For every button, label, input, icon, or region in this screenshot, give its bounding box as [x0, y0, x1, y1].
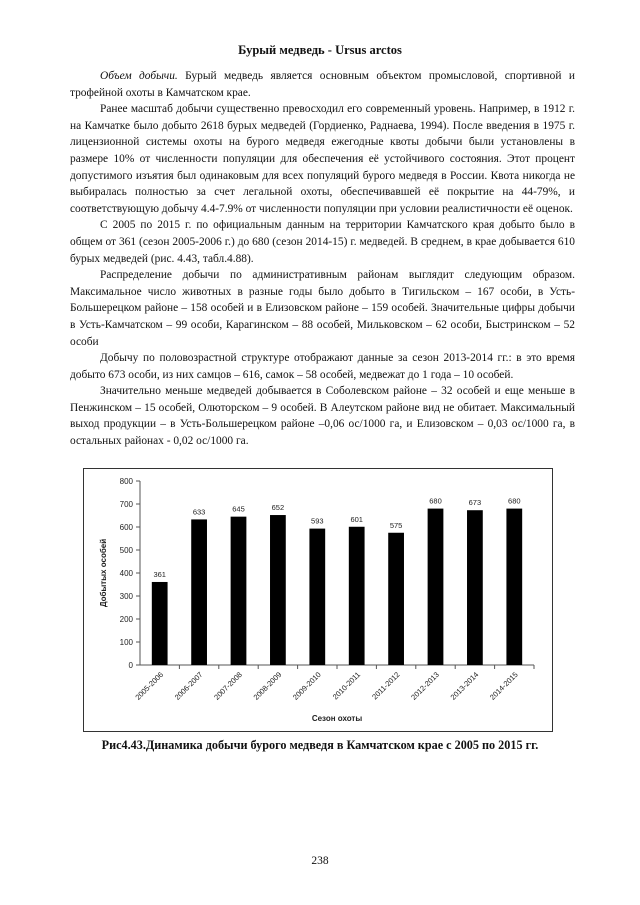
bar: [309, 529, 325, 665]
y-axis-label: Добытых особей: [99, 538, 108, 608]
bar: [191, 519, 207, 665]
paragraph-1: [70, 68, 575, 101]
bar: [270, 515, 286, 665]
paragraph-1-text: Бурый медведь является основным объектом промысловой, спортивной и трофейной охоты в Камчатском крае.: [70, 70, 575, 99]
data-label: 680: [508, 496, 521, 506]
x-tick-label: 2006-2007: [172, 670, 205, 702]
y-tick-label: 200: [119, 615, 133, 624]
y-tick-label: 400: [119, 569, 133, 578]
page-number: 238: [311, 855, 329, 867]
bar: [349, 527, 365, 665]
x-tick-label: 2008-2009: [251, 670, 284, 702]
bar: [152, 582, 168, 665]
x-axis-label: Сезон охоты: [311, 714, 363, 723]
data-label: 633: [192, 507, 206, 517]
x-tick-label: 2012-2013: [409, 670, 441, 702]
bar: [231, 517, 247, 665]
y-tick-label: 600: [119, 523, 133, 532]
figure-caption: Рис4.43.Динамика добычи бурого медведя в Камчатском крае с 2005 по 2015 гг.: [101, 738, 539, 752]
data-label: 601: [350, 514, 363, 524]
data-label: 361: [153, 569, 166, 579]
data-label: 652: [271, 503, 285, 513]
bar: [428, 509, 444, 665]
x-tick-label: 2009-2010: [290, 670, 323, 702]
data-label: 645: [232, 504, 245, 514]
body-text: [70, 68, 575, 450]
paragraph-6: Значительно меньше медведей добывается в Соболевском районе – 32 особей и еще меньше в Пенжинском – 15 особей, Олюторском – 9 особей. В Алеутском районе вид не обитает. Максимальный выход продукции – в Усть-Большерецком районе –0,06 ос/1000 га, и Елизовском – 0,03 ос/1000 га, в остальных районах - 0,02 ос/1000 га.: [70, 385, 575, 448]
paragraph-1-lead: Объем добычи.: [100, 70, 178, 82]
y-tick-label: 100: [119, 638, 133, 647]
data-label: 593: [311, 516, 324, 526]
y-tick-label: 700: [119, 500, 133, 509]
bar-chart: [84, 469, 552, 731]
paragraph-2: Ранее масштаб добычи существенно превосходил его современный уровень. Например, в 1912 г. на Камчатке было добыто 2618 бурых медведей (Гордиенко, Раднаева, 1994). После введения в 1975 г. лицензионной системы охоты на бурого медведя ежегодные квоты добычи были установлены в размере 10% от численности популяции для обеспечения её устойчивого состояния. Этот процент допустимого изъятия был одинаковым для всех популяций бурого медведя в России. Квота никогда не выбиралась полностью за счет легальной охоты, обеспечивавшей её покрытие на 44-79%, и соответствующую добычу 4.4-7.9% от численности популяции при условии реалистичности её оценок.: [70, 103, 575, 215]
chart-frame: [83, 468, 553, 732]
x-tick-label: 2010-2011: [330, 670, 363, 702]
x-tick-label: 2005-2006: [133, 670, 166, 702]
x-tick-label: 2007-2008: [212, 670, 244, 702]
x-tick-label: 2014-2015: [487, 670, 520, 702]
y-tick-label: 0: [128, 661, 133, 670]
paragraph-3: С 2005 по 2015 г. по официальным данным на территории Камчатского края добыто было в общем от 361 (сезон 2005-2006 г.) до 680 (сезон 2014-15) г. медведей. В среднем, в крае добывается 610 бурых медведей (рис. 4.43, табл.4.88).: [70, 219, 575, 265]
y-tick-label: 300: [119, 592, 133, 601]
page-title: Бурый медведь - Ursus arctos: [238, 43, 402, 57]
paragraph-5: Добычу по половозрастной структуре отображают данные за сезон 2013-2014 гг.: в это время добыто 673 особи, из них самцов – 616, самок – 58 особей, медвежат до 1 года – 10 особей.: [70, 352, 575, 381]
bar: [506, 509, 522, 665]
x-tick-label: 2011-2012: [370, 670, 402, 702]
y-tick-label: 800: [119, 477, 133, 486]
bar: [467, 510, 483, 665]
data-label: 673: [468, 498, 482, 508]
data-label: 575: [389, 520, 403, 530]
x-tick-label: 2013-2014: [448, 670, 481, 702]
y-tick-label: 500: [119, 546, 133, 555]
paragraph-4: Распределение добычи по административным районам выглядит следующим образом. Максимальное число животных в разные годы было добыто в Тигильском – 167 особи, в Усть-Большерецком районе – 158 особей и в Елизовском районе – 159 особей. Значительные цифры добычи в Усть-Камчатском – 99 особи, Карагинском – 88 особей, Мильковском – 62 особи, Быстринском – 52 особи: [70, 269, 575, 348]
bar: [388, 533, 404, 665]
data-label: 680: [429, 496, 442, 506]
